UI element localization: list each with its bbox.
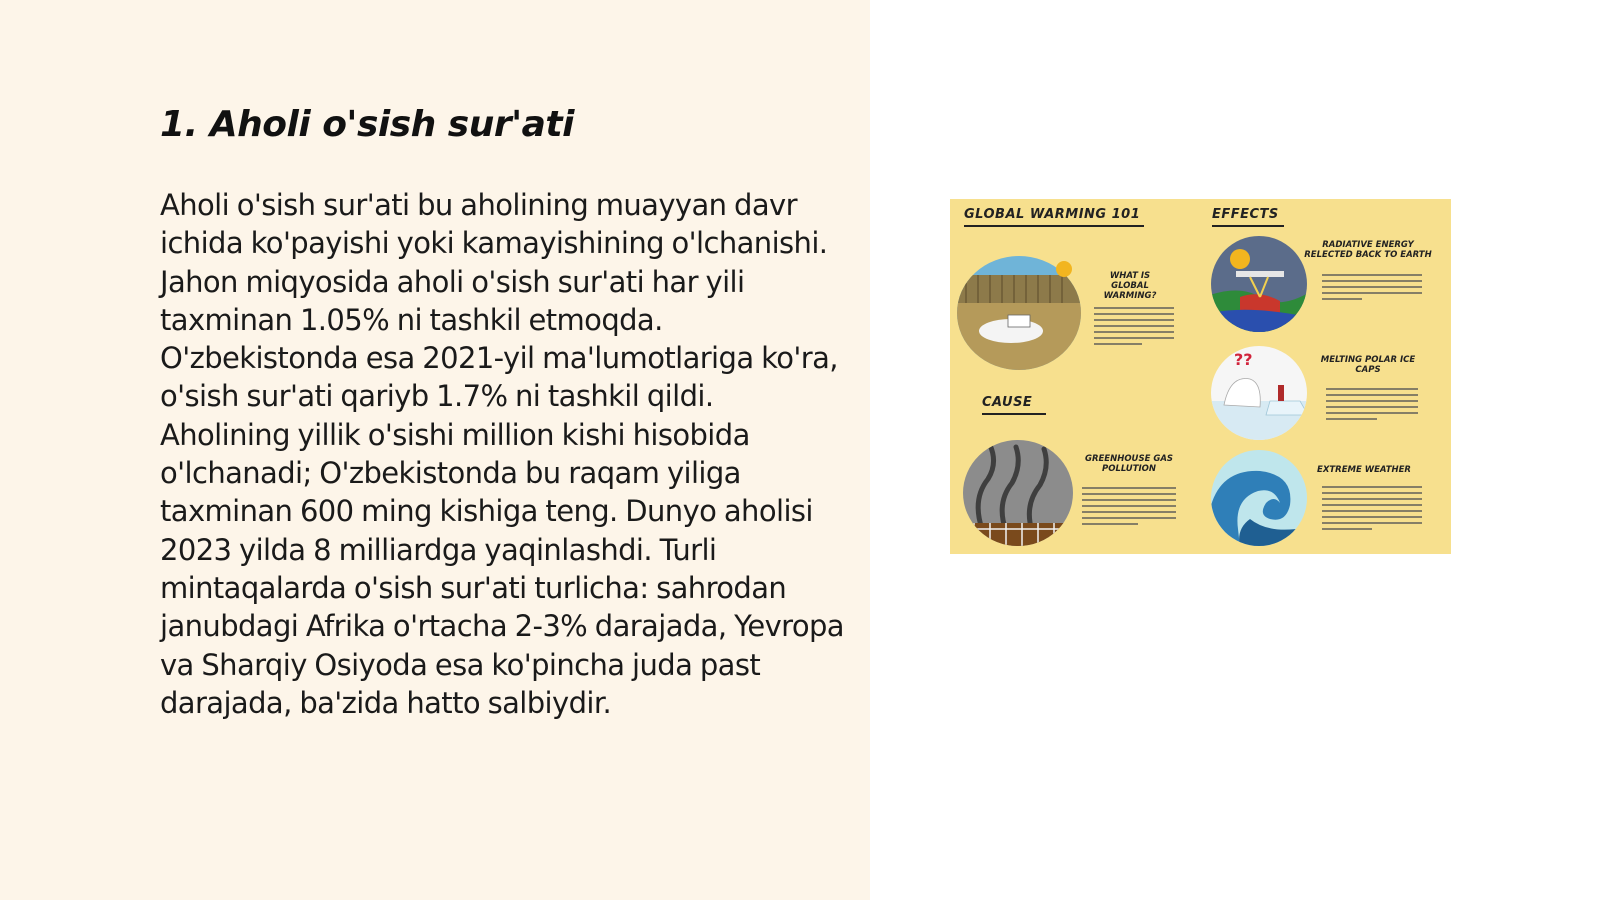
slide-title: 1. Aholi o'sish sur'ati: [160, 104, 574, 145]
body-text-lines: [1322, 486, 1422, 534]
slide-body-text: Aholi o'sish sur'ati bu aholining muayyan davr ichida ko'payishi yoki kamayishining o'lchanishi. Jahon miqyosida aholi o'sish sur'ati har yili taxminan 1.05% ni tashkil etmoqda. O'zbekistonda esa 2021-yil ma'lumotlariga ko'ra, o'sish sur'ati qariyb 1.7% ni tashkil qildi. Aholining yillik o'sishi million kishi hisobida o'lchanadi; O'zbekistonda bu raqam yiliga taxminan 600 ming kishiga teng. Dunyo aholisi 2023 yilda 8 milliardga yaqinlashdi. Turli mintaqalarda o'sish sur'ati turlicha: sahrodan janubdagi Afrika o'rtacha 2-3% darajada, Yevropa va Sharqiy Osiyoda esa ko'pincha juda past darajada, ba'zida hatto salbiydir.: [160, 188, 844, 720]
melting-ice-label: MELTING POLAR ICE CAPS: [1320, 355, 1416, 375]
what-is-global-warming-label: WHAT IS GLOBAL WARMING?: [1103, 271, 1157, 301]
poster-heading-effects: EFFECTS: [1212, 207, 1279, 222]
body-text-lines: [1322, 274, 1422, 304]
body-text-lines: [1082, 487, 1176, 529]
radiative-energy-illustration: [1210, 235, 1308, 333]
body-text-lines: [1094, 307, 1174, 349]
underline: [982, 413, 1046, 415]
underline: [1212, 225, 1284, 227]
underline: [964, 225, 1144, 227]
global-warming-illustration: [956, 255, 1082, 371]
greenhouse-gas-label: GREENHOUSE GAS POLLUTION: [1084, 454, 1174, 474]
extreme-weather-illustration: [1210, 449, 1308, 547]
greenhouse-gas-illustration: [962, 439, 1074, 547]
radiative-energy-label: RADIATIVE ENERGY RELECTED BACK TO EARTH: [1304, 240, 1432, 260]
body-text-lines: [1326, 388, 1418, 424]
question-marks: ??: [1234, 350, 1253, 369]
global-warming-poster: [950, 199, 1451, 554]
poster-heading-cause: CAUSE: [982, 395, 1033, 410]
extreme-weather-label: EXTREME WEATHER: [1317, 465, 1411, 475]
melting-ice-illustration: [1210, 345, 1308, 441]
poster-heading-global-warming: GLOBAL WARMING 101: [964, 207, 1141, 222]
